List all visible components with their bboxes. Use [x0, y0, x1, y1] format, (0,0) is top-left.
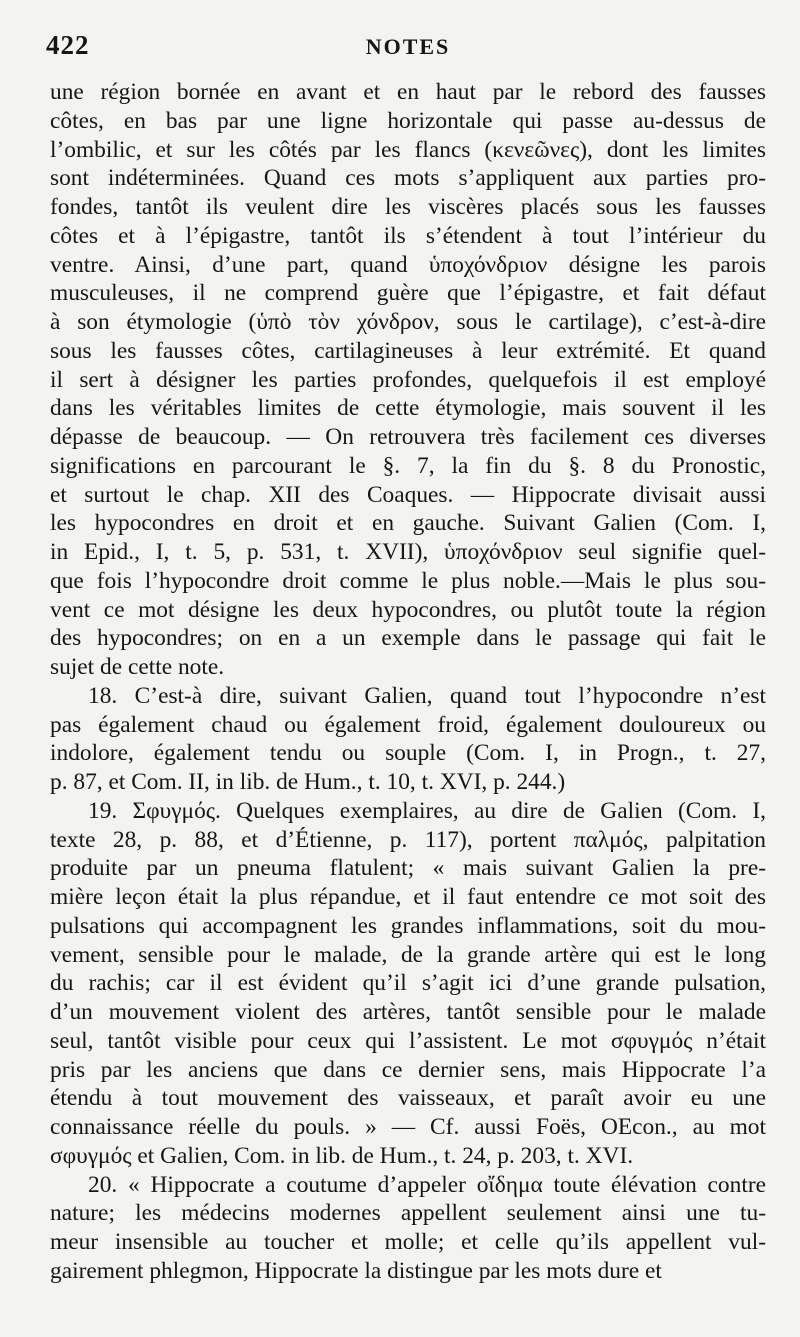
page-number: 422	[46, 30, 90, 60]
text-line: texte 28, p. 88, et d’Étienne, p. 117), portent παλμός, palpitation	[50, 826, 766, 853]
text-line: produite par un pneuma flatulent; « mais suivant Galien la pre-	[50, 855, 766, 882]
text-line: pas également chaud ou également froid, également douloureux ou	[50, 711, 766, 738]
text-line: dans les véritables limites de cette étymologie, mais souvent il les	[50, 395, 766, 422]
text-line: musculeuses, il ne comprend guère que l’épigastre, et fait défaut	[50, 280, 766, 307]
running-head: NOTES	[365, 34, 451, 59]
text-line: nature; les médecins modernes appellent seulement ainsi une tu-	[50, 1200, 766, 1227]
text-line: côtes et à l’épigastre, tantôt ils s’étendent à tout l’intérieur du	[50, 222, 766, 249]
text-line: mière leçon était la plus répandue, et il faut entendre ce mot soit des	[50, 884, 766, 910]
text-line: indolore, également tendu ou souple (Com. I, in Progn., t. 27,	[50, 740, 766, 767]
text-line: sont indéterminées. Quand ces mots s’appliquent aux parties pro-	[50, 165, 766, 192]
text-line: que fois l’hypocondre droit comme le plus noble.—Mais le plus sou-	[50, 567, 766, 594]
text-line: une région bornée en avant et en haut par le rebord des fausses	[50, 79, 766, 105]
text-line: d’un mouvement violent des artères, tantôt sensible pour le malade	[50, 999, 766, 1025]
text-line: des hypocondres; on en a un exemple dans le passage qui fait le	[50, 625, 766, 652]
text-line: sujet de cette note.	[50, 654, 225, 680]
text-line: ventre. Ainsi, d’une part, quand ὑποχόνδριον désigne les parois	[50, 251, 766, 278]
text-line: côtes, en bas par une ligne horizontale qui passe au-dessus de	[50, 107, 766, 134]
text-line: à son étymologie (ὑπὸ τὸν χόνδρον, sous le cartilage), c’est-à-dire	[50, 309, 766, 335]
text-line: pulsations qui accompagnent les grandes inflammations, soit du mou-	[50, 912, 766, 939]
text-line: significations en parcourant le §. 7, la fin du §. 8 du Pronostic,	[50, 452, 766, 479]
text-line: gairement phlegmon, Hippocrate la distingue par les mots dure et	[50, 1257, 662, 1284]
text-line: meur insensible au toucher et molle; et celle qu’ils appellent vul-	[50, 1229, 766, 1255]
text-line: du rachis; car il est évident qu’il s’agit ici d’une grande pulsation,	[50, 970, 766, 997]
text-line: seul, tantôt visible pour ceux qui l’assistent. Le mot σφυγμός n’était	[50, 1027, 766, 1054]
text-line: 19. Σφυγμός. Quelques exemplaires, au dire de Galien (Com. I,	[88, 797, 766, 824]
text-line: vent ce mot désigne les deux hypocondres, ou plutôt toute la région	[50, 596, 766, 623]
text-line: in Epid., I, t. 5, p. 531, t. XVII), ὑποχόνδριον seul signifie quel-	[50, 539, 766, 565]
text-line: l’ombilic, et sur les côtés par les flancs (κενεῶνες), dont les limites	[50, 136, 766, 163]
text-line: il sert à désigner les parties profondes, quelquefois il est employé	[50, 366, 766, 393]
text-line: dépasse de beaucoup. — On retrouvera très facilement ces diverses	[50, 424, 766, 450]
text-line: 18. C’est-à dire, suivant Galien, quand tout l’hypocondre n’est	[88, 682, 766, 709]
text-line: p. 87, et Com. II, in lib. de Hum., t. 10, t. XVI, p. 244.)	[50, 769, 566, 795]
text-line: sous les fausses côtes, cartilagineuses à leur extrémité. Et quand	[50, 337, 766, 364]
text-line: étendu à tout mouvement des vaisseaux, et paraît avoir eu une	[50, 1085, 766, 1112]
page-header	[46, 30, 766, 78]
text-line: σφυγμός et Galien, Com. in lib. de Hum., t. 24, p. 203, t. XVI.	[50, 1142, 634, 1169]
text-line: 20. « Hippocrate a coutume d’appeler οἴδημα toute élévation contre	[88, 1171, 766, 1198]
text-line: les hypocondres en droit et en gauche. Suivant Galien (Com. I,	[50, 510, 766, 537]
text-line: connaissance réelle du pouls. » — Cf. aussi Foës, OEcon., au mot	[50, 1114, 766, 1140]
text-line: vement, sensible pour le malade, de la grande artère qui est le long	[50, 941, 766, 968]
text-line: pris par les anciens que dans ce dernier sens, mais Hippocrate l’a	[50, 1056, 766, 1083]
notes-body-text	[50, 78, 766, 1286]
text-line: et surtout le chap. XII des Coaques. — Hippocrate divisait aussi	[50, 481, 766, 508]
text-line: fondes, tantôt ils veulent dire les viscères placés sous les fausses	[50, 194, 766, 220]
